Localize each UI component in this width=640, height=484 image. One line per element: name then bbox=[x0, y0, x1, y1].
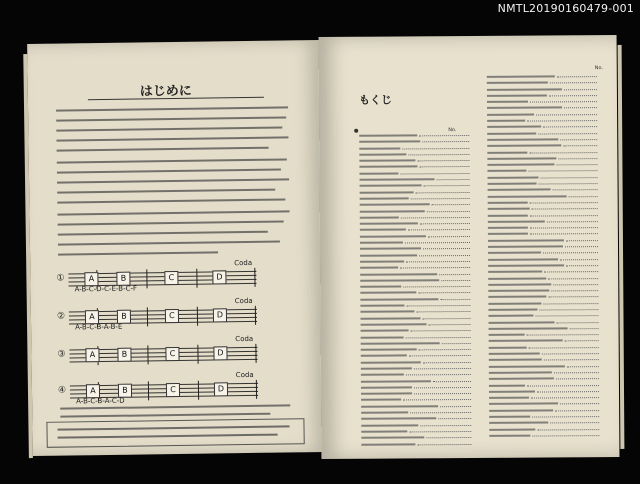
toc-dot-leader bbox=[565, 341, 599, 342]
toc-entry-title bbox=[488, 202, 528, 204]
toc-entry-title bbox=[488, 220, 545, 222]
toc-dot-leader bbox=[563, 145, 597, 146]
toc-entry-title bbox=[488, 290, 549, 292]
toc-entry-title bbox=[360, 292, 416, 294]
note-d: D bbox=[214, 382, 228, 396]
toc-dot-leader bbox=[543, 126, 597, 127]
toc-entry-title bbox=[361, 393, 412, 395]
note-c: C bbox=[165, 309, 179, 323]
toc-dot-leader bbox=[550, 422, 599, 423]
toc-entry-title bbox=[361, 418, 436, 421]
toc-dot-leader bbox=[528, 171, 597, 172]
note-b: B bbox=[117, 310, 131, 324]
toc-dot-leader bbox=[564, 108, 597, 109]
toc-dot-leader bbox=[529, 347, 599, 348]
toc-dot-leader bbox=[554, 372, 599, 373]
toc-entry-title bbox=[487, 126, 541, 128]
toc-dot-leader bbox=[427, 211, 470, 212]
toc-entry-title bbox=[359, 153, 406, 155]
left-page-introduction bbox=[27, 40, 325, 456]
toc-entry-title bbox=[360, 185, 422, 187]
toc-dot-leader bbox=[530, 234, 598, 235]
toc-dot-leader bbox=[569, 196, 598, 197]
toc-entry-title bbox=[361, 405, 438, 408]
toc-entry-title bbox=[489, 384, 525, 386]
toc-dot-leader bbox=[428, 236, 470, 237]
toc-entry-title bbox=[360, 254, 417, 256]
toc-entry-title bbox=[361, 348, 417, 350]
toc-entry-title bbox=[487, 75, 555, 77]
intro-text-line bbox=[57, 178, 289, 183]
toc-entry-title bbox=[360, 273, 437, 276]
toc-dot-leader bbox=[566, 265, 598, 266]
toc-dot-leader bbox=[547, 221, 598, 222]
toc-dot-leader bbox=[537, 391, 599, 392]
toc-dot-leader bbox=[411, 330, 471, 331]
toc-dot-leader bbox=[532, 416, 599, 417]
left-page-edge bbox=[23, 54, 33, 458]
note-b: B bbox=[117, 348, 131, 362]
toc-entry-title bbox=[487, 82, 548, 84]
toc-column-right bbox=[487, 73, 614, 439]
toc-entry-title bbox=[487, 170, 526, 172]
toc-dot-leader bbox=[557, 76, 597, 77]
contents-title: もくじ bbox=[358, 93, 393, 107]
toc-dot-leader bbox=[441, 280, 470, 281]
music-staff-3 bbox=[57, 334, 271, 370]
open-songbook bbox=[30, 34, 620, 458]
toc-entry-title bbox=[359, 172, 398, 174]
toc-entry-title bbox=[488, 239, 564, 242]
toc-dot-leader bbox=[438, 418, 471, 419]
toc-dot-leader bbox=[548, 296, 598, 297]
toc-dot-leader bbox=[410, 412, 471, 413]
toc-entry-title bbox=[361, 443, 415, 445]
toc-entry-title bbox=[488, 208, 530, 210]
toc-entry-title bbox=[360, 248, 421, 250]
intro-text-line bbox=[58, 220, 284, 225]
toc-entry-title bbox=[487, 88, 562, 91]
note-a: A bbox=[86, 384, 100, 398]
toc-dot-leader bbox=[414, 393, 471, 394]
toc-entry-title bbox=[487, 164, 554, 166]
toc-entry-title bbox=[361, 330, 409, 332]
toc-dot-leader bbox=[408, 154, 469, 155]
toc-dot-leader bbox=[544, 271, 598, 272]
toc-dot-leader bbox=[432, 204, 470, 205]
toc-entry-title bbox=[360, 242, 403, 244]
intro-text-line bbox=[57, 169, 281, 174]
toc-dot-leader bbox=[531, 397, 599, 398]
archive-id-label: NMTL20190160479-001 bbox=[497, 2, 634, 15]
note-sequence: A-B-C-B-A-B-E bbox=[75, 322, 123, 332]
toc-entry-title bbox=[361, 411, 408, 413]
toc-entry-title bbox=[361, 323, 427, 325]
toc-dot-leader bbox=[402, 148, 469, 149]
toc-dot-leader bbox=[530, 101, 597, 102]
note-c: C bbox=[165, 347, 179, 361]
toc-dot-leader bbox=[565, 246, 598, 247]
toc-entry-title bbox=[489, 346, 527, 348]
toc-entry-title bbox=[487, 138, 558, 140]
toc-entry-title bbox=[489, 371, 552, 373]
toc-entry-title bbox=[360, 197, 409, 199]
intro-text-line bbox=[57, 147, 269, 152]
toc-entry-title bbox=[488, 296, 546, 298]
note-c: C bbox=[164, 271, 178, 285]
coda-mark: Coda bbox=[234, 258, 253, 268]
toc-dot-leader bbox=[529, 152, 597, 153]
toc-entry-title bbox=[488, 245, 563, 248]
toc-entry-title bbox=[489, 353, 540, 355]
toc-dot-leader bbox=[409, 431, 471, 432]
toc-entry bbox=[361, 440, 485, 447]
note-a: A bbox=[84, 272, 98, 286]
toc-entry-title bbox=[489, 359, 542, 361]
toc-entry-title bbox=[489, 321, 555, 323]
toc-dot-leader bbox=[423, 248, 470, 249]
number-column-header-right: No. bbox=[594, 65, 604, 72]
toc-dot-leader bbox=[564, 89, 597, 90]
toc-dot-leader bbox=[400, 267, 470, 268]
toc-column-left bbox=[359, 132, 485, 448]
toc-dot-leader bbox=[406, 261, 470, 262]
toc-dot-leader bbox=[426, 437, 471, 438]
toc-entry-title bbox=[360, 191, 414, 193]
toc-dot-leader bbox=[551, 290, 598, 291]
toc-dot-leader bbox=[417, 160, 469, 161]
toc-entry-title bbox=[359, 134, 417, 136]
toc-dot-leader bbox=[420, 223, 470, 224]
toc-entry-title bbox=[489, 378, 554, 380]
toc-dot-leader bbox=[401, 217, 470, 218]
music-staff-4 bbox=[57, 370, 272, 406]
toc-entry-title bbox=[360, 204, 430, 206]
toc-dot-leader bbox=[560, 259, 598, 260]
toc-dot-leader bbox=[437, 179, 470, 180]
toc-dot-leader bbox=[530, 215, 598, 216]
toc-dot-leader bbox=[433, 381, 471, 382]
toc-dot-leader bbox=[543, 303, 598, 304]
toc-dot-leader bbox=[442, 343, 471, 344]
toc-entry-title bbox=[360, 223, 418, 225]
toc-dot-leader bbox=[539, 309, 598, 310]
toc-dot-leader bbox=[419, 135, 469, 136]
note-d: D bbox=[213, 308, 227, 322]
toc-entry-title bbox=[360, 311, 414, 313]
toc-entry-title bbox=[361, 336, 404, 338]
toc-dot-leader bbox=[541, 177, 598, 178]
notice-box bbox=[46, 418, 304, 448]
toc-entry-title bbox=[489, 409, 553, 411]
toc-entry-title bbox=[360, 178, 435, 181]
toc-dot-leader bbox=[409, 355, 471, 356]
toc-entry-title bbox=[488, 264, 564, 267]
toc-dot-leader bbox=[548, 278, 598, 279]
note-d: D bbox=[213, 346, 227, 360]
toc-dot-leader bbox=[411, 198, 470, 199]
toc-dot-leader bbox=[440, 299, 470, 300]
toc-dot-leader bbox=[560, 139, 597, 140]
toc-dot-leader bbox=[570, 328, 599, 329]
toc-entry-title bbox=[360, 317, 420, 319]
toc-dot-leader bbox=[408, 229, 470, 230]
intro-text-line bbox=[56, 136, 288, 141]
toc-entry-title bbox=[488, 271, 542, 273]
coda-mark: Coda bbox=[235, 370, 254, 380]
toc-entry-title bbox=[361, 424, 418, 426]
toc-entry-title bbox=[489, 403, 558, 405]
toc-entry-title bbox=[361, 374, 404, 376]
intro-text-line bbox=[56, 116, 286, 121]
toc-dot-leader bbox=[527, 334, 599, 336]
toc-entry-title bbox=[361, 342, 440, 345]
toc-dot-leader bbox=[567, 366, 599, 367]
toc-entry-title bbox=[360, 235, 426, 237]
toc-dot-leader bbox=[414, 387, 471, 388]
toc-dot-leader bbox=[557, 322, 599, 323]
toc-entry-title bbox=[361, 367, 412, 369]
toc-entry-title bbox=[489, 327, 568, 330]
toc-entry-title bbox=[488, 214, 528, 216]
toc-dot-leader bbox=[539, 183, 598, 184]
toc-dot-leader bbox=[419, 166, 469, 167]
toc-entry-title bbox=[487, 151, 527, 153]
toc-dot-leader bbox=[419, 349, 471, 350]
staff-number: ① bbox=[56, 273, 65, 284]
right-page-contents bbox=[319, 35, 620, 459]
coda-mark: Coda bbox=[234, 296, 253, 306]
toc-entry-title bbox=[360, 267, 398, 269]
toc-dot-leader bbox=[553, 284, 598, 285]
toc-dot-leader bbox=[527, 385, 599, 387]
note-c: C bbox=[166, 383, 180, 397]
toc-entry-title bbox=[488, 302, 541, 304]
toc-entry-title bbox=[489, 397, 529, 399]
toc-entry-title bbox=[361, 355, 407, 357]
note-b: B bbox=[116, 272, 130, 286]
intro-text-line bbox=[58, 251, 218, 255]
toc-dot-leader bbox=[555, 410, 599, 411]
toc-dot-leader bbox=[527, 120, 597, 121]
toc-dot-leader bbox=[405, 242, 470, 243]
toc-dot-leader bbox=[406, 374, 471, 375]
note-sequence: A-B-C-D-C-E-B-C-F bbox=[74, 284, 138, 294]
toc-entry-title bbox=[488, 315, 533, 317]
toc-dot-leader bbox=[414, 368, 471, 369]
staff-number: ③ bbox=[57, 349, 66, 360]
toc-entry-title bbox=[360, 286, 401, 288]
toc-entry-title bbox=[487, 120, 525, 122]
toc-entry-title bbox=[489, 416, 530, 418]
note-a: A bbox=[85, 310, 99, 324]
toc-entry-title bbox=[360, 279, 439, 282]
toc-dot-leader bbox=[535, 315, 598, 316]
toc-dot-leader bbox=[403, 286, 470, 287]
toc-entry-title bbox=[488, 277, 546, 279]
toc-entry-title bbox=[488, 283, 551, 285]
toc-entry-title bbox=[360, 298, 438, 301]
toc-dot-leader bbox=[558, 158, 597, 159]
intro-text-line bbox=[57, 189, 275, 194]
toc-entry-title bbox=[488, 233, 528, 235]
toc-dot-leader bbox=[544, 359, 599, 360]
toc-dot-leader bbox=[566, 240, 598, 241]
right-page-edge bbox=[618, 45, 625, 449]
toc-dot-leader bbox=[532, 208, 598, 209]
toc-entry-title bbox=[360, 216, 399, 218]
toc-dot-leader bbox=[423, 362, 471, 363]
toc-dot-leader bbox=[556, 164, 597, 165]
intro-text-line bbox=[58, 210, 290, 215]
toc-entry-title bbox=[359, 147, 400, 149]
note-a: A bbox=[85, 348, 99, 362]
toc-dot-leader bbox=[422, 318, 470, 319]
toc-entry-title bbox=[359, 160, 415, 162]
toc-entry-title bbox=[489, 334, 525, 336]
notice-text-line bbox=[58, 434, 278, 439]
toc-dot-leader bbox=[549, 95, 597, 96]
toc-dot-leader bbox=[543, 252, 598, 253]
toc-dot-leader bbox=[538, 133, 597, 134]
toc-dot-leader bbox=[537, 429, 599, 430]
toc-entry-title bbox=[489, 365, 565, 368]
outro-text-line bbox=[60, 413, 270, 418]
toc-entry-title bbox=[487, 107, 562, 110]
intro-text-line bbox=[56, 106, 288, 111]
outro-text-line bbox=[60, 404, 290, 409]
toc-entry-title bbox=[488, 252, 541, 254]
toc-entry-title bbox=[488, 176, 539, 178]
toc-entry-title bbox=[361, 430, 407, 432]
toc-entry-title bbox=[487, 113, 534, 115]
toc-entry-title bbox=[489, 434, 530, 436]
note-d: D bbox=[212, 270, 226, 284]
music-staff-1 bbox=[56, 258, 270, 294]
toc-dot-leader bbox=[550, 82, 597, 83]
toc-entry-title bbox=[361, 386, 412, 388]
staff-number: ② bbox=[56, 311, 66, 322]
toc-dot-leader bbox=[416, 311, 470, 312]
toc-dot-leader bbox=[406, 305, 470, 306]
toc-entry-title bbox=[359, 166, 417, 168]
toc-dot-leader bbox=[536, 114, 597, 115]
intro-text-line bbox=[58, 231, 268, 236]
toc-entry-title bbox=[487, 132, 536, 134]
toc-entry-title bbox=[489, 340, 563, 343]
toc-dot-leader bbox=[417, 444, 471, 445]
toc-entry bbox=[489, 432, 613, 439]
toc-dot-leader bbox=[403, 399, 471, 400]
toc-entry-title bbox=[489, 428, 535, 430]
toc-dot-leader bbox=[418, 292, 470, 293]
toc-dot-leader bbox=[420, 425, 471, 426]
toc-dot-leader bbox=[532, 435, 599, 436]
intro-text-line bbox=[57, 158, 287, 163]
toc-dot-leader bbox=[419, 255, 470, 256]
coda-mark: Coda bbox=[235, 334, 254, 344]
staff-number: ④ bbox=[57, 385, 67, 396]
toc-dot-leader bbox=[542, 353, 599, 354]
toc-entry-title bbox=[361, 399, 401, 401]
toc-dot-leader bbox=[424, 185, 470, 186]
intro-text-line bbox=[56, 127, 282, 132]
toc-entry-title bbox=[361, 380, 431, 382]
number-column-header: No. bbox=[448, 127, 457, 134]
toc-entry-title bbox=[360, 229, 406, 231]
toc-entry-title bbox=[487, 157, 556, 159]
toc-entry-title bbox=[488, 309, 537, 311]
toc-dot-leader bbox=[439, 274, 470, 275]
toc-entry-title bbox=[489, 390, 535, 392]
toc-dot-leader bbox=[440, 406, 471, 407]
toc-dot-leader bbox=[530, 202, 598, 203]
toc-dot-leader bbox=[560, 404, 599, 405]
toc-entry-title bbox=[360, 210, 425, 212]
toc-entry-title bbox=[489, 422, 548, 424]
toc-entry-title bbox=[360, 260, 404, 262]
toc-entry-title bbox=[488, 195, 567, 198]
toc-entry-title bbox=[488, 227, 528, 229]
toc-dot-leader bbox=[556, 378, 599, 379]
toc-entry-title bbox=[488, 189, 551, 191]
note-sequence: A-B-C-B-A-C-D bbox=[76, 396, 125, 406]
introduction-title: はじめに bbox=[139, 83, 192, 100]
toc-entry-title bbox=[488, 258, 558, 260]
toc-dot-leader bbox=[422, 141, 469, 142]
intro-text-line bbox=[57, 198, 285, 203]
toc-entry-title bbox=[487, 145, 561, 148]
section-bullet-icon bbox=[354, 129, 358, 133]
notice-text-line bbox=[58, 425, 290, 430]
toc-dot-leader bbox=[416, 192, 470, 193]
music-staff-2 bbox=[56, 296, 271, 332]
toc-entry-title bbox=[361, 361, 421, 363]
toc-entry-title bbox=[487, 94, 547, 96]
toc-entry-title bbox=[361, 437, 424, 439]
toc-dot-leader bbox=[406, 336, 471, 337]
toc-entry-title bbox=[487, 101, 528, 103]
toc-entry-title bbox=[360, 304, 404, 306]
note-b: B bbox=[118, 384, 132, 398]
toc-dot-leader bbox=[429, 324, 471, 325]
toc-dot-leader bbox=[400, 173, 469, 174]
toc-entry-title bbox=[488, 183, 537, 185]
intro-text-line bbox=[58, 241, 280, 246]
title-rule bbox=[88, 97, 264, 100]
toc-entry-title bbox=[359, 141, 420, 143]
toc-dot-leader bbox=[530, 227, 598, 228]
toc-dot-leader bbox=[553, 189, 598, 190]
